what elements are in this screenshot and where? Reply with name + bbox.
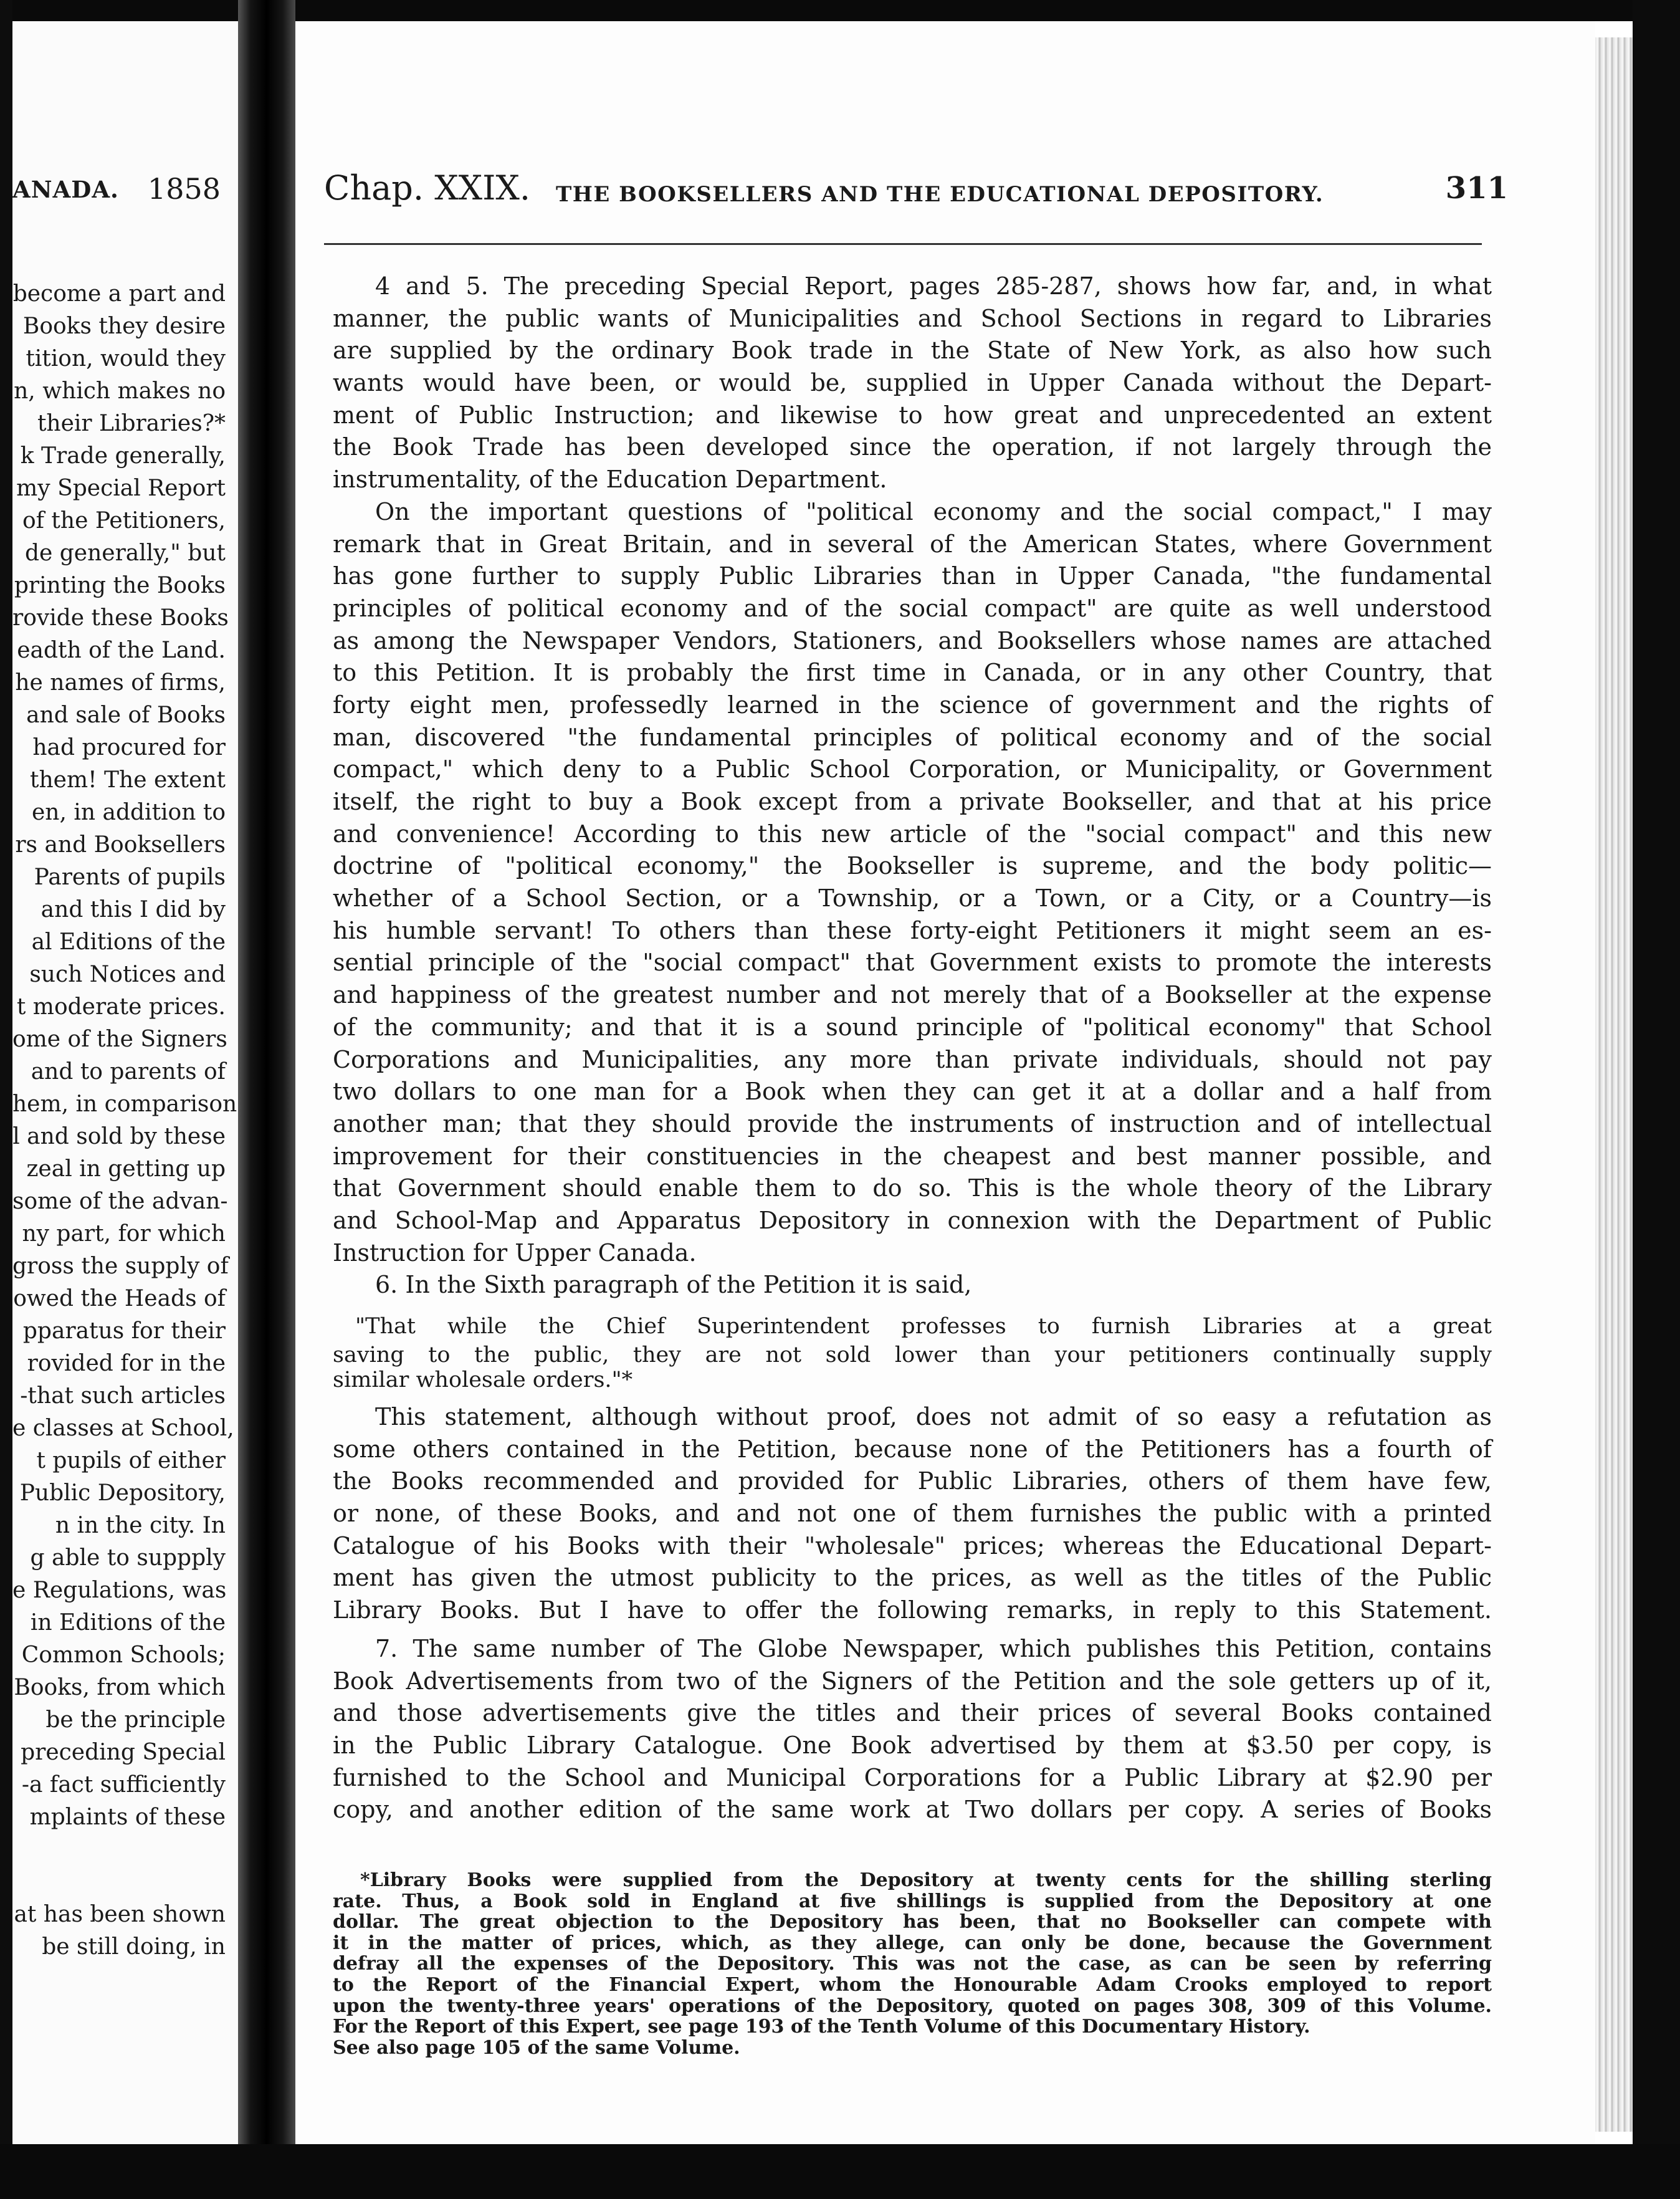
scan-right-border [1633, 0, 1680, 2199]
facing-page-line: al Editions of the [31, 929, 226, 955]
facing-page-line: de generally," but [24, 540, 226, 566]
paragraph-line: principles of political economy and of the social compact" are quite as well understood [333, 594, 1492, 622]
facing-page-line: tition, would they [26, 346, 226, 371]
paragraph-social-compact [333, 496, 1492, 1270]
facing-page-line: owed the Heads of [13, 1286, 226, 1311]
facing-page-line: and sale of Books [26, 702, 226, 728]
facing-page-line: t pupils of either [36, 1448, 226, 1473]
paragraph-line: Instruction for Upper Canada. [333, 1238, 697, 1267]
facing-page-line: of the Petitioners, [22, 508, 226, 534]
scan-left-border [0, 0, 12, 2199]
facing-page-line: had procured for [32, 735, 226, 760]
facing-page-line: rs and Booksellers [15, 832, 226, 858]
paragraph-6 [333, 1269, 1492, 1301]
facing-page-line: pparatus for their [22, 1318, 226, 1344]
paragraph-line: some others contained in the Petition, because none of the Petitioners has a fourth of [333, 1435, 1492, 1463]
chapter-label: Chap. XXIX. [324, 168, 531, 208]
footnote-line: *Library Books were supplied from the Depository at twenty cents for the shilling sterling [360, 1869, 1492, 1891]
facing-page-line: Books they desire [22, 314, 226, 339]
footnote-line: See also page 105 of the same Volume. [333, 2036, 740, 2059]
paragraph-line: whether of a School Section, or a Township, or a Town, or a City, or a Country—is [333, 884, 1492, 913]
footnote-line: For the Report of this Expert, see page 193 of the Tenth Volume of this Documentary History. [333, 2016, 1310, 2038]
paragraph-line: and School-Map and Apparatus Depository in connexion with the Department of Public [333, 1206, 1492, 1234]
paragraph-line: the Book Trade has been developed since the operation, if not largely through the [333, 433, 1492, 461]
paragraph-line: two dollars to one man for a Book when they can get it at a dollar and a half from [333, 1078, 1492, 1106]
facing-page-line: -that such articles [20, 1383, 226, 1409]
facing-page-line: l and sold by these [12, 1124, 226, 1149]
paragraph-line: the Books recommended and provided for Public Libraries, others of them have few, [333, 1467, 1492, 1495]
facing-page-line: in Editions of the [30, 1610, 226, 1636]
facing-running-head: ANADA. [12, 176, 119, 203]
facing-page-line: g able to suppply [30, 1545, 226, 1571]
paragraph-line: 4 and 5. The preceding Special Report, pages 285-287, shows how far, and, in what [375, 272, 1492, 300]
paragraph-line: or none, of these Books, and and not one of them furnishes the public with a printed [333, 1500, 1492, 1528]
paragraph-line: Catalogue of his Books with their "wholesale" prices; whereas the Educational Depart- [333, 1531, 1492, 1559]
petition-quotation [333, 1310, 1492, 1392]
paragraph-line: and convenience! According to this new article of the "social compact" and this new [333, 820, 1492, 848]
paragraph-line: sential principle of the "social compact" that Government exists to promote the interests [333, 949, 1492, 977]
facing-page-line: Books, from which [14, 1675, 226, 1700]
paragraph-line: improvement for their constituencies in the cheapest and best manner possible, and [333, 1142, 1492, 1170]
paragraph-line: Corporations and Municipalities, any more than private individuals, should not pay [333, 1045, 1492, 1073]
facing-page-line: printing the Books [14, 573, 226, 598]
facing-page-line: Parents of pupils [34, 865, 226, 890]
paragraph-line: as among the Newspaper Vendors, Stationers, and Booksellers whose names are attached [333, 626, 1492, 654]
footnote-line: it in the matter of prices, which, as they allege, can only be done, because the Government [333, 1932, 1492, 1954]
quotation-line: "That while the Chief Superintendent professes to furnish Libraries at a great [355, 1314, 1492, 1339]
facing-page-line: some of the advan- [12, 1189, 228, 1214]
page-header [324, 168, 1508, 224]
facing-page-line: n, which makes no [14, 378, 226, 404]
paragraph-line: itself, the right to buy a Book except from a private Bookseller, and that at his price [333, 788, 1492, 815]
facing-page-line: k Trade generally, [20, 443, 226, 469]
facing-page-line: ny part, for which [22, 1221, 226, 1247]
facing-page-line: hem, in comparison [12, 1091, 237, 1117]
quotation-line: saving to the public, they are not sold lower than your petitioners continually supply [333, 1343, 1492, 1368]
facing-page-line: become a part and [12, 281, 226, 307]
facing-page-line: e Regulations, was [12, 1578, 227, 1603]
paragraph-line: forty eight men, professedly learned in the science of government and the rights of [333, 691, 1492, 719]
facing-page-line: my Special Report [16, 476, 226, 501]
facing-page-line: mplaints of these [29, 1804, 226, 1830]
facing-page-line: them! The extent [30, 767, 226, 793]
facing-page-line: rovide these Books [12, 605, 229, 631]
facing-page-line: Public Depository, [19, 1480, 226, 1506]
facing-page-line: en, in addition to [31, 800, 226, 825]
page-311 [295, 21, 1595, 2144]
facing-page-header [12, 172, 238, 226]
paragraph-line: another man; that they should provide the instruments of instruction and of intellectual [333, 1109, 1492, 1138]
paragraph-line: 6. In the Sixth paragraph of the Petition it is said, [375, 1271, 972, 1299]
facing-page-line: be the principle [45, 1707, 226, 1733]
paragraph-line: are supplied by the ordinary Book trade in the State of New York, as also how such [333, 337, 1492, 365]
footnote-line: dollar. The great objection to the Depository has been, that no Bookseller can compete with [333, 1911, 1492, 1933]
facing-page-year: 1858 [147, 172, 221, 206]
paragraph-7 [333, 1633, 1492, 1826]
paragraph-line: remark that in Great Britain, and in several of the American States, where Government [333, 530, 1492, 558]
facing-page-line [12, 1834, 226, 1899]
facing-page-line: such Notices and [29, 962, 226, 987]
facing-page-line: at has been shown [14, 1902, 226, 1927]
paragraph-line: and happiness of the greatest number and not merely that of a Bookseller at the expense [333, 981, 1492, 1009]
facing-page-line: t moderate prices. [16, 994, 226, 1020]
paragraph-line: in the Public Library Catalogue. One Book advertised by them at $3.50 per copy, is [333, 1731, 1492, 1759]
paragraph-4-and-5 [333, 271, 1492, 496]
paragraph-line: ment has given the utmost publicity to the prices, as well as the titles of the Public [333, 1564, 1492, 1592]
paragraph-line: Book Advertisements from two of the Signers of the Petition and the sole getters up of it, [333, 1667, 1492, 1695]
footnote-line: rate. Thus, a Book sold in England at five shillings is supplied from the Depository at one [333, 1890, 1492, 1912]
paragraph-line: instrumentality, of the Education Department. [333, 466, 887, 494]
paragraph-line: On the important questions of "political economy and the social compact," I may [375, 497, 1492, 525]
facing-page-line: preceding Special [21, 1740, 226, 1765]
page-stack-edge [1595, 37, 1633, 2132]
facing-page-line: Common Schools; [21, 1642, 226, 1668]
paragraph-line: doctrine of "political economy," the Bookseller is supreme, and the body politic— [333, 852, 1492, 880]
paragraph-line: This statement, although without proof, does not admit of so easy a refutation as [375, 1403, 1492, 1430]
facing-page-line: zeal in getting up [26, 1156, 226, 1182]
facing-page-line: ome of the Signers [12, 1027, 227, 1052]
facing-page-line: e classes at School, [12, 1416, 234, 1441]
book-gutter [238, 0, 295, 2199]
paragraph-this-statement [333, 1401, 1492, 1627]
footnote [333, 1870, 1492, 2058]
page-number: 311 [1445, 171, 1508, 206]
paragraph-line: his humble servant! To others than these forty-eight Petitioners it might seem an es- [333, 916, 1492, 944]
footnote-line: defray all the expenses of the Depository. This was not the case, as can be seen by referring [333, 1953, 1492, 1975]
facing-page-line: rovided for in the [27, 1351, 226, 1376]
paragraph-line: wants would have been, or would be, supplied in Upper Canada without the Depart- [333, 369, 1492, 397]
quotation-line: similar wholesale orders."* [333, 1368, 633, 1392]
header-rule [324, 243, 1482, 245]
facing-page-line: n in the city. In [55, 1513, 226, 1538]
running-title: THE BOOKSELLERS AND THE EDUCATIONAL DEPOSITORY. [556, 182, 1324, 207]
paragraph-line: copy, and another edition of the same work at Two dollars per copy. A series of Books [333, 1796, 1492, 1824]
paragraph-line: 7. The same number of The Globe Newspaper, which publishes this Petition, contains [375, 1634, 1492, 1662]
body-text [333, 271, 1492, 1826]
paragraph-line: has gone further to supply Public Libraries than in Upper Canada, "the fundamental [333, 562, 1492, 590]
footnote-line: to the Report of the Financial Expert, whom the Honourable Adam Crooks employed to report [333, 1973, 1492, 1996]
facing-page-line: eadth of the Land. [17, 638, 226, 663]
footnote-line: upon the twenty-three years' operations of the Depository, quoted on pages 308, 309 of this Volume. [333, 1995, 1492, 2017]
facing-page-line: and this I did by [41, 897, 226, 922]
paragraph-line: man, discovered "the fundamental principles of political economy and of the social [333, 723, 1492, 751]
facing-page-line: -a fact sufficiently [21, 1772, 226, 1798]
facing-page-text [12, 278, 237, 1963]
facing-page-line: be still doing, in [42, 1934, 226, 1960]
paragraph-line: that Government should enable them to do so. This is the whole theory of the Library [333, 1174, 1492, 1202]
paragraph-line: compact," which deny to a Public School Corporation, or Municipality, or Government [333, 755, 1492, 783]
facing-page-line: gross the supply of [12, 1253, 229, 1279]
facing-page-fragment [12, 21, 238, 2144]
paragraph-line: of the community; and that it is a sound principle of "political economy" that School [333, 1013, 1492, 1041]
paragraph-line: manner, the public wants of Municipalities and School Sections in regard to Libraries [333, 304, 1492, 332]
paragraph-line: Library Books. But I have to offer the following remarks, in reply to this Statement. [333, 1596, 1492, 1624]
facing-page-line: and to parents of [31, 1059, 226, 1085]
paragraph-line: and those advertisements give the titles and their prices of several Books contained [333, 1699, 1492, 1727]
paragraph-line: furnished to the School and Municipal Corporations for a Public Library at $2.90 per [333, 1763, 1492, 1791]
paragraph-line: to this Petition. It is probably the first time in Canada, or in any other Country, that [333, 659, 1492, 687]
scan-bottom-border [0, 2144, 1680, 2199]
paragraph-line: ment of Public Instruction; and likewise to how great and unprecedented an extent [333, 401, 1492, 429]
facing-page-line: he names of firms, [15, 670, 226, 696]
facing-page-line: their Libraries?* [37, 411, 226, 436]
